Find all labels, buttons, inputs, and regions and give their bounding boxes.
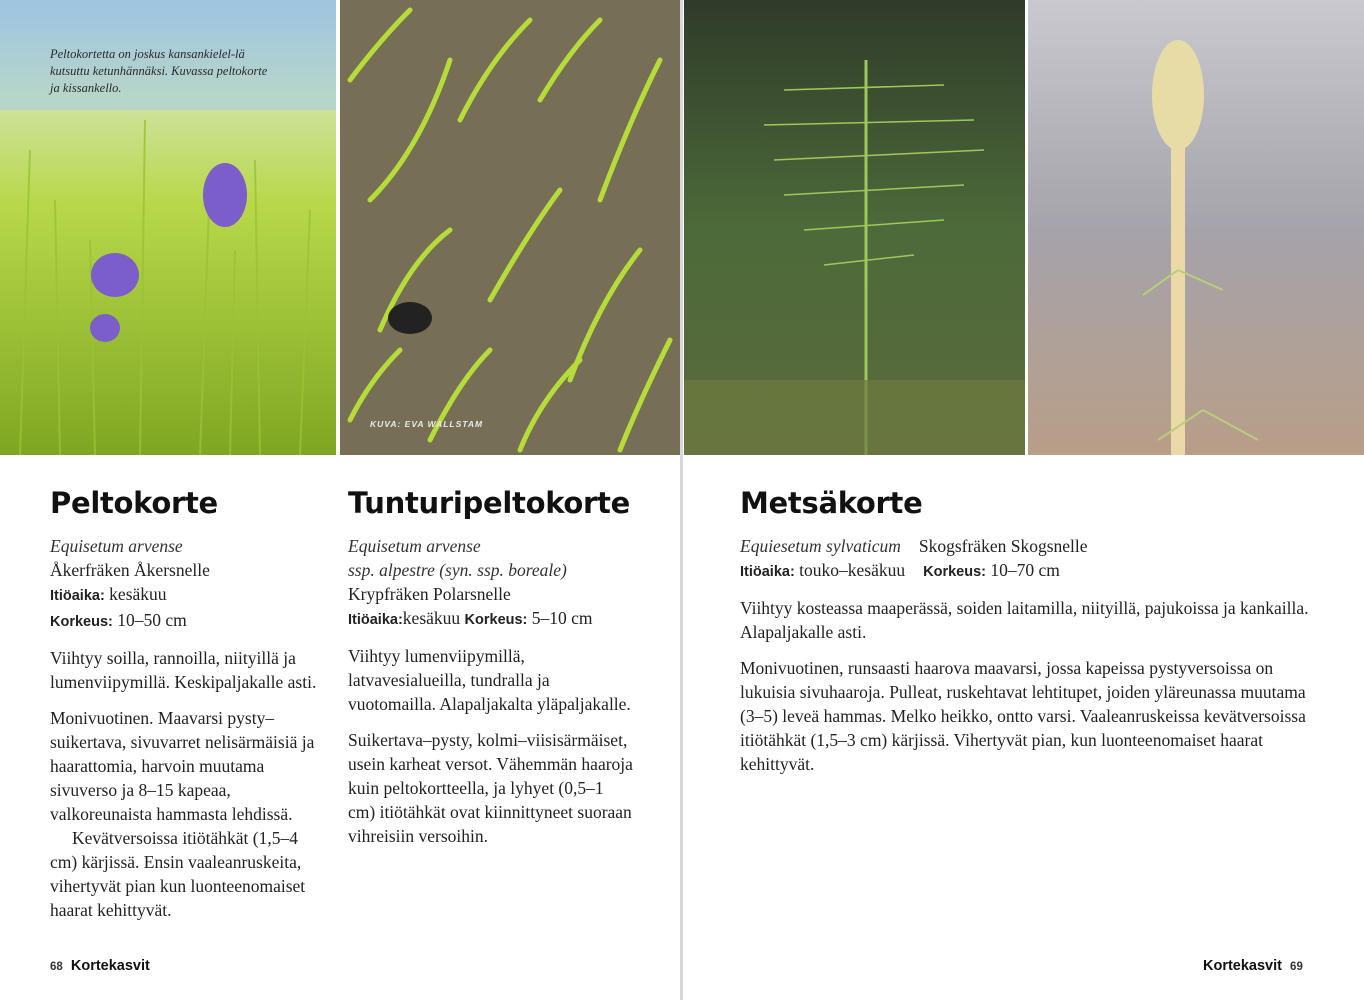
common-names: Krypfräken Polarsnelle: [348, 584, 511, 604]
height-value: 10–70 cm: [990, 560, 1060, 580]
entry-title: Peltokorte: [50, 486, 218, 520]
description-text: Monivuotinen. Maavarsi pysty–suikertava, sivuvarret nelisärmäisiä ja haarattomia, harvoin muutama sivuverso ja 8–15 kapeaa, valkoreunaista hammasta lehdissä.: [50, 708, 315, 824]
common-names: Skogsfräken Skogsnelle: [918, 536, 1088, 556]
photo-tundra-horsetail: [340, 0, 680, 455]
entry-peltokorte: [50, 484, 325, 922]
entry-title: Tunturipeltokorte: [348, 486, 630, 520]
description-text-2: Kevätversoissa itiötähkät (1,5–4 cm) kärjissä. Ensin vaaleanruskeita, vihertyvät pian kun luonteenomaiset haarat kehittyvät.: [50, 828, 306, 920]
spore-label: Itiöaika:: [50, 588, 105, 604]
page-number-left: 68: [50, 961, 63, 973]
description-text: Suikertava–pysty, kolmi–viisisärmäiset, usein karheat versot. Vähemmän haaroja kuin peltokortteella, ja lyhyet (0,5–1 cm) itiötähkät ovat kiinnittyneet suoraan vihreisiin versoihin.: [348, 730, 633, 846]
spore-label: Itiöaika:: [740, 564, 795, 580]
latin-subspecies: ssp. alpestre (syn. ssp. boreale): [348, 560, 567, 580]
latin-name: Equiesetum sylvaticum: [740, 536, 901, 556]
habitat-text: Viihtyy kosteassa maaperässä, soiden laitamilla, niityillä, pajukoissa ja kankailla. Alapaljakalle asti.: [740, 598, 1309, 642]
running-footer-left: Kortekasvit: [70, 958, 150, 974]
latin-name: Equisetum arvense: [348, 536, 481, 556]
book-spine-divider: [680, 0, 683, 1000]
common-names: Åkerfräken Åkersnelle: [50, 560, 210, 580]
photo-wood-horsetail: [684, 0, 1025, 455]
photo-caption: Peltokortetta on joskus kansankielel-lä kutsuttu ketunhännäksi. Kuvassa peltokorte ja kissankello.: [50, 47, 268, 95]
latin-name: Equisetum arvense: [50, 536, 183, 556]
page-number-right: 69: [1290, 961, 1303, 973]
height-label: Korkeus:: [464, 612, 528, 628]
running-footer-right: Kortekasvit: [1203, 958, 1282, 974]
height-value: 10–50 cm: [117, 610, 187, 630]
habitat-text: Viihtyy soilla, rannoilla, niityillä ja lumenviipymillä. Keskipaljakalle asti.: [50, 648, 317, 692]
height-label: Korkeus:: [923, 564, 986, 580]
spore-label: Itiöaika:: [348, 612, 403, 628]
height-label: Korkeus:: [50, 614, 113, 630]
height-value: 5–10 cm: [531, 608, 593, 628]
habitat-text: Viihtyy lumenviipymillä, latvavesialueilla, tundralla ja vuotomailla. Alapaljakalta yläpaljakalle.: [348, 646, 631, 714]
entry-tunturipeltokorte: [348, 484, 633, 848]
footer-right: [1203, 958, 1303, 974]
entry-title: Metsäkorte: [740, 486, 923, 520]
entry-metsakorte: [740, 484, 1320, 776]
photo-spore-cone: [1028, 0, 1364, 455]
description-text: Monivuotinen, runsaasti haarova maavarsi, jossa kapeissa pystyversoissa on lukuisia sivuhaaroja. Pulleat, ruskehtavat lehtitupet, joiden yläreunassa muutama (3–5) leveä hammas. Melko heikko, ontto varsi. Vaaleanruskeissa kevätversoissa itiötähkät (1,5–3 cm) kärjissä. Vihertyvät pian, kun luonteenomaiset haarat kehittyvät.: [740, 658, 1306, 774]
footer-left: [50, 958, 150, 974]
spore-value: kesäkuu: [109, 584, 167, 604]
spore-value: touko–kesäkuu: [799, 560, 906, 580]
photo-credit: KUVA: EVA WALLSTAM: [370, 419, 484, 429]
spore-value: kesäkuu: [402, 608, 461, 628]
